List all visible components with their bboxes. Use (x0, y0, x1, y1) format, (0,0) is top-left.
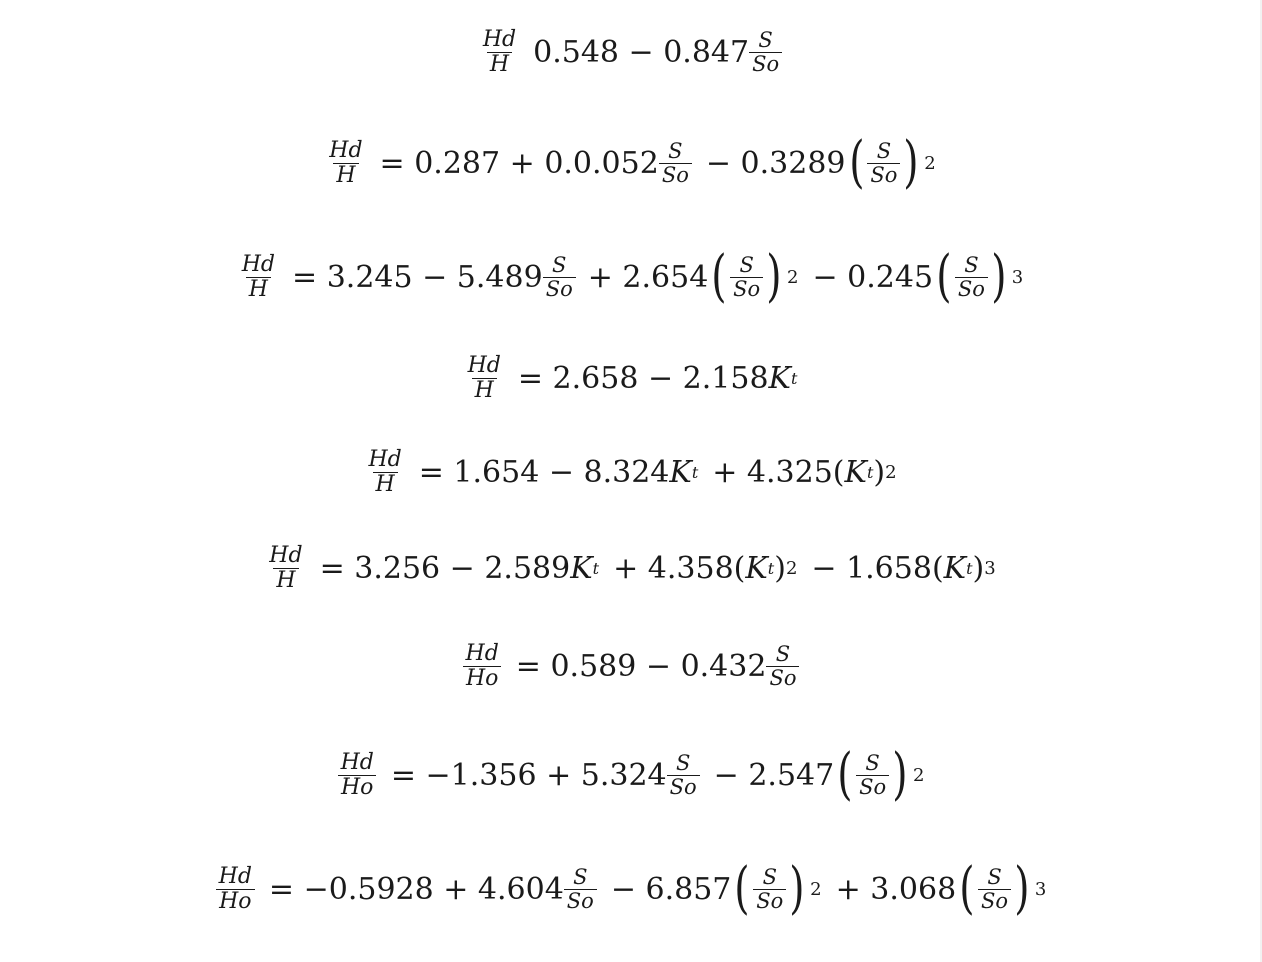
equation-6 (0, 538, 1262, 598)
close-paren: ) (972, 550, 985, 586)
equation-terms: = 3.245 − 5.489 (292, 259, 543, 295)
exponent: 3 (1011, 266, 1024, 288)
equation-terms: = −0.5928 + 4.604 (268, 871, 564, 907)
equation-7 (0, 634, 1262, 698)
right-paren: ) (766, 244, 782, 309)
equation-terms: + 4.358( (613, 550, 746, 586)
exponent: 2 (785, 557, 798, 579)
close-paren: ) (873, 454, 886, 490)
left-paren: ( (711, 244, 727, 309)
equation-terms: − 6.857 (610, 871, 732, 907)
exponent: 2 (924, 152, 936, 174)
ratio-fraction: $\frac{S}{So}$ (564, 866, 597, 911)
ratio-fraction: $\frac{S}{So}$ (753, 866, 786, 911)
k-variable: K (943, 550, 967, 586)
equation-terms: 0.548 − 0.847 (533, 34, 750, 70)
equation-terms: − 0.3289 (705, 145, 846, 181)
lhs-fraction: $\frac{Hd}{Ho}$ (216, 865, 255, 912)
ratio-fraction: $\frac{S}{So}$ (766, 643, 799, 688)
ratio-fraction: $\frac{S}{So}$ (749, 29, 782, 74)
ratio-fraction: $\frac{S}{So}$ (856, 752, 889, 797)
right-paren: ) (789, 856, 805, 921)
equation-8 (0, 740, 1262, 810)
t-subscript: t (966, 558, 973, 578)
left-paren: ( (837, 742, 853, 807)
ratio-fraction: $\frac{S}{So}$ (867, 140, 900, 185)
equation-terms: = −1.356 + 5.324 (390, 757, 667, 793)
equation-terms: − 0.245 (812, 259, 934, 295)
equation-terms: = 0.589 − 0.432 (515, 648, 767, 684)
lhs-fraction: $\frac{Hd}{H}$ (467, 353, 501, 403)
lhs-fraction: $\frac{Hd}{Ho}$ (463, 642, 502, 689)
k-variable: K (745, 550, 768, 586)
right-paren: ) (991, 244, 1007, 309)
exponent: 2 (912, 764, 925, 786)
left-paren: ( (848, 130, 865, 195)
right-paren: ) (892, 742, 908, 807)
lhs-fraction: $\frac{Hd}{Ho}$ (338, 751, 377, 798)
exponent: 3 (984, 557, 996, 579)
t-subscript: t (691, 462, 699, 482)
ratio-fraction: $\frac{S}{So}$ (978, 866, 1011, 911)
right-paren: ) (1014, 856, 1030, 921)
equation-5 (0, 442, 1262, 502)
lhs-fraction: $\frac{Hd}{H}$ (241, 252, 276, 302)
exponent: 2 (885, 461, 897, 483)
left-paren: ( (734, 856, 750, 921)
equation-terms: − 2.547 (713, 757, 835, 793)
lhs-fraction: $\frac{Hd}{H}$ (368, 447, 402, 497)
right-paren: ) (903, 130, 919, 195)
ratio-fraction: $\frac{S}{So}$ (667, 752, 700, 797)
equation-terms: + 3.068 (835, 871, 957, 907)
ratio-fraction: $\frac{S}{So}$ (730, 254, 763, 299)
close-paren: ) (774, 550, 786, 586)
k-variable: K (570, 550, 593, 586)
exponent: 2 (787, 266, 799, 288)
left-paren: ( (959, 856, 975, 921)
k-variable: K (844, 454, 867, 490)
left-paren: ( (936, 244, 952, 309)
lhs-fraction: $\frac{Hd}{H}$ (269, 543, 303, 593)
t-subscript: t (866, 462, 874, 482)
equation-terms: + 4.325( (712, 454, 845, 490)
exponent: 3 (1034, 878, 1047, 900)
lhs-fraction: $\frac{Hd}{H}$ (482, 27, 517, 77)
k-variable: K (768, 360, 791, 396)
equation-9 (0, 854, 1262, 924)
equation-2 (0, 128, 1262, 198)
t-subscript: t (790, 368, 798, 388)
t-subscript: t (592, 558, 600, 578)
ratio-fraction: $\frac{S}{So}$ (659, 140, 692, 185)
t-subscript: t (767, 558, 775, 578)
exponent: 2 (810, 878, 822, 900)
k-variable: K (669, 454, 692, 490)
equation-terms: = 3.256 − 2.589 (319, 550, 571, 586)
ratio-fraction: $\frac{S}{So}$ (955, 254, 988, 299)
equation-1 (0, 22, 1262, 82)
equation-terms: = 2.658 − 2.158 (517, 360, 769, 396)
equation-terms: + 2.654 (587, 259, 709, 295)
ratio-fraction: $\frac{S}{So}$ (543, 254, 576, 299)
equation-terms: = 1.654 − 8.324 (418, 454, 670, 490)
equation-terms: = 0.287 + 0.0.052 (379, 145, 659, 181)
lhs-fraction: $\frac{Hd}{H}$ (329, 138, 363, 188)
equation-4 (0, 348, 1262, 408)
equation-3 (0, 242, 1262, 312)
equation-terms: − 1.658( (811, 550, 944, 586)
